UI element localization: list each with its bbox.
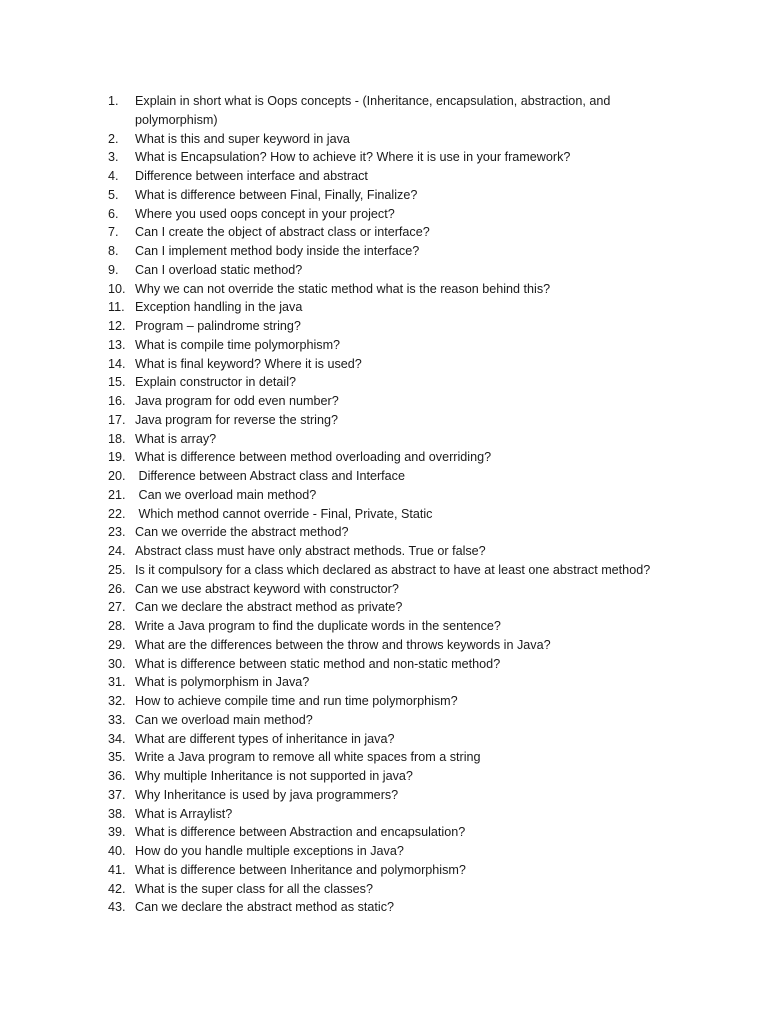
- list-item: [108, 523, 668, 542]
- question-number: 4.: [108, 169, 119, 183]
- list-item: [108, 486, 668, 505]
- question-number: 10.: [108, 281, 126, 296]
- list-item: [108, 542, 668, 561]
- question-text: How to achieve compile time and run time polymorphism?: [135, 694, 458, 708]
- list-item: [108, 411, 668, 430]
- question-text: Can I implement method body inside the interface?: [135, 244, 420, 258]
- question-text: What are the differences between the throw and throws keywords in Java?: [135, 637, 551, 652]
- list-item: [108, 842, 668, 861]
- question-number: 39.: [108, 825, 126, 840]
- question-number: 5.: [108, 187, 119, 202]
- question-text: Is it compulsory for a class which declared as abstract to have at least one abstract method?: [135, 562, 651, 577]
- question-number: 23.: [108, 525, 126, 540]
- question-number: 35.: [108, 750, 126, 765]
- list-item: [108, 167, 668, 186]
- list-item: [108, 805, 668, 824]
- list-item: [108, 336, 668, 355]
- question-number: 27.: [108, 600, 126, 615]
- question-text: What is difference between static method and non-static method?: [135, 656, 501, 671]
- question-text: Write a Java program to find the duplicate words in the sentence?: [135, 619, 501, 633]
- question-number: 30.: [108, 656, 126, 671]
- list-item: [108, 317, 668, 336]
- question-number: 3.: [108, 150, 119, 165]
- question-text: What is the super class for all the classes?: [135, 881, 373, 896]
- question-text: Which method cannot override - Final, Private, Static: [135, 506, 433, 521]
- list-item: [108, 748, 668, 767]
- list-item: [108, 617, 668, 636]
- question-number: 24.: [108, 544, 126, 558]
- question-number: 31.: [108, 675, 126, 690]
- question-number: 1.: [108, 94, 119, 108]
- question-text: Why Inheritance is used by java programmers?: [135, 787, 399, 802]
- question-text: How do you handle multiple exceptions in Java?: [135, 844, 404, 858]
- question-text: Explain constructor in detail?: [135, 375, 297, 390]
- question-text: Can we overload main method?: [135, 712, 313, 727]
- list-item: [108, 148, 668, 167]
- question-number: 29.: [108, 637, 126, 652]
- question-text: What is array?: [135, 431, 217, 446]
- question-text: What is difference between Final, Finally, Finalize?: [135, 187, 418, 202]
- question-number: 34.: [108, 731, 126, 746]
- question-text: Can I create the object of abstract class or interface?: [135, 225, 430, 240]
- list-item: [108, 655, 668, 674]
- question-number: 41.: [108, 862, 126, 877]
- question-text: Explain in short what is Oops concepts - (Inheritance, encapsulation, abstraction, and polymorphism): [135, 94, 614, 127]
- list-item: [108, 280, 668, 299]
- question-text: Can we override the abstract method?: [135, 525, 349, 540]
- list-item: [108, 355, 668, 374]
- question-number: 38.: [108, 806, 126, 821]
- list-item: [108, 261, 668, 280]
- question-text: Java program for reverse the string?: [135, 412, 338, 427]
- question-number: 19.: [108, 450, 126, 465]
- question-number: 28.: [108, 619, 126, 633]
- question-text: Program – palindrome string?: [135, 319, 301, 333]
- question-text: What is final keyword? Where it is used?: [135, 356, 362, 371]
- question-text: Abstract class must have only abstract methods. True or false?: [135, 544, 486, 558]
- question-text: Can we overload main method?: [135, 487, 317, 502]
- question-text: Can I overload static method?: [135, 262, 303, 277]
- question-text: Exception handling in the java: [135, 300, 303, 315]
- question-text: What is difference between Inheritance and polymorphism?: [135, 862, 466, 877]
- list-item: [108, 505, 668, 524]
- question-number: 15.: [108, 375, 126, 390]
- question-text: What is this and super keyword in java: [135, 131, 350, 146]
- question-number: 40.: [108, 844, 126, 858]
- question-text: Why we can not override the static method what is the reason behind this?: [135, 281, 551, 296]
- question-text: Why multiple Inheritance is not supported in java?: [135, 769, 413, 783]
- question-number: 26.: [108, 581, 126, 596]
- question-number: 12.: [108, 319, 126, 333]
- question-number: 33.: [108, 712, 126, 727]
- list-item: [108, 598, 668, 617]
- question-number: 42.: [108, 881, 126, 896]
- question-text: What are different types of inheritance in java?: [135, 731, 395, 746]
- question-text: What is Encapsulation? How to achieve it? Where it is use in your framework?: [135, 150, 571, 165]
- question-number: 43.: [108, 900, 126, 915]
- list-item: [108, 561, 668, 580]
- list-item: [108, 373, 668, 392]
- list-item: [108, 861, 668, 880]
- list-item: [108, 242, 668, 261]
- question-number: 8.: [108, 244, 119, 258]
- list-item: [108, 448, 668, 467]
- list-item: [108, 692, 668, 711]
- list-item: [108, 711, 668, 730]
- question-text: Difference between Abstract class and Interface: [135, 469, 405, 483]
- question-text: Difference between interface and abstract: [135, 169, 368, 183]
- question-number: 6.: [108, 206, 119, 221]
- question-number: 25.: [108, 562, 126, 577]
- question-text: What is difference between Abstraction and encapsulation?: [135, 825, 466, 840]
- list-item: [108, 880, 668, 899]
- question-text: Can we declare the abstract method as private?: [135, 600, 403, 615]
- question-number: 14.: [108, 356, 126, 371]
- list-item: [108, 767, 668, 786]
- list-item: [108, 430, 668, 449]
- question-number: 18.: [108, 431, 126, 446]
- list-item: [108, 898, 668, 917]
- question-number: 2.: [108, 131, 119, 146]
- list-item: [108, 92, 668, 130]
- question-text: What is polymorphism in Java?: [135, 675, 310, 690]
- question-text: Write a Java program to remove all white spaces from a string: [135, 750, 481, 765]
- list-item: [108, 223, 668, 242]
- question-number: 7.: [108, 225, 119, 240]
- question-text: Can we use abstract keyword with constructor?: [135, 581, 399, 596]
- list-item: [108, 205, 668, 224]
- list-item: [108, 636, 668, 655]
- question-number: 11.: [108, 300, 125, 315]
- question-number: 32.: [108, 694, 126, 708]
- question-text: Where you used oops concept in your project?: [135, 206, 395, 221]
- question-text: What is Arraylist?: [135, 806, 233, 821]
- question-text: What is compile time polymorphism?: [135, 337, 341, 352]
- question-list: [108, 92, 668, 917]
- list-item: [108, 467, 668, 486]
- list-item: [108, 823, 668, 842]
- question-number: 21.: [108, 487, 126, 502]
- list-item: [108, 673, 668, 692]
- question-number: 37.: [108, 787, 126, 802]
- list-item: [108, 580, 668, 599]
- question-number: 20.: [108, 469, 126, 483]
- question-number: 13.: [108, 337, 126, 352]
- question-number: 17.: [108, 412, 126, 427]
- list-item: [108, 786, 668, 805]
- list-item: [108, 392, 668, 411]
- list-item: [108, 186, 668, 205]
- list-item: [108, 730, 668, 749]
- question-text: What is difference between method overloading and overriding?: [135, 450, 492, 465]
- question-text: Java program for odd even number?: [135, 394, 339, 408]
- list-item: [108, 298, 668, 317]
- question-number: 9.: [108, 262, 119, 277]
- list-item: [108, 130, 668, 149]
- question-number: 36.: [108, 769, 126, 783]
- question-number: 22.: [108, 506, 126, 521]
- question-text: Can we declare the abstract method as static?: [135, 900, 395, 915]
- question-number: 16.: [108, 394, 126, 408]
